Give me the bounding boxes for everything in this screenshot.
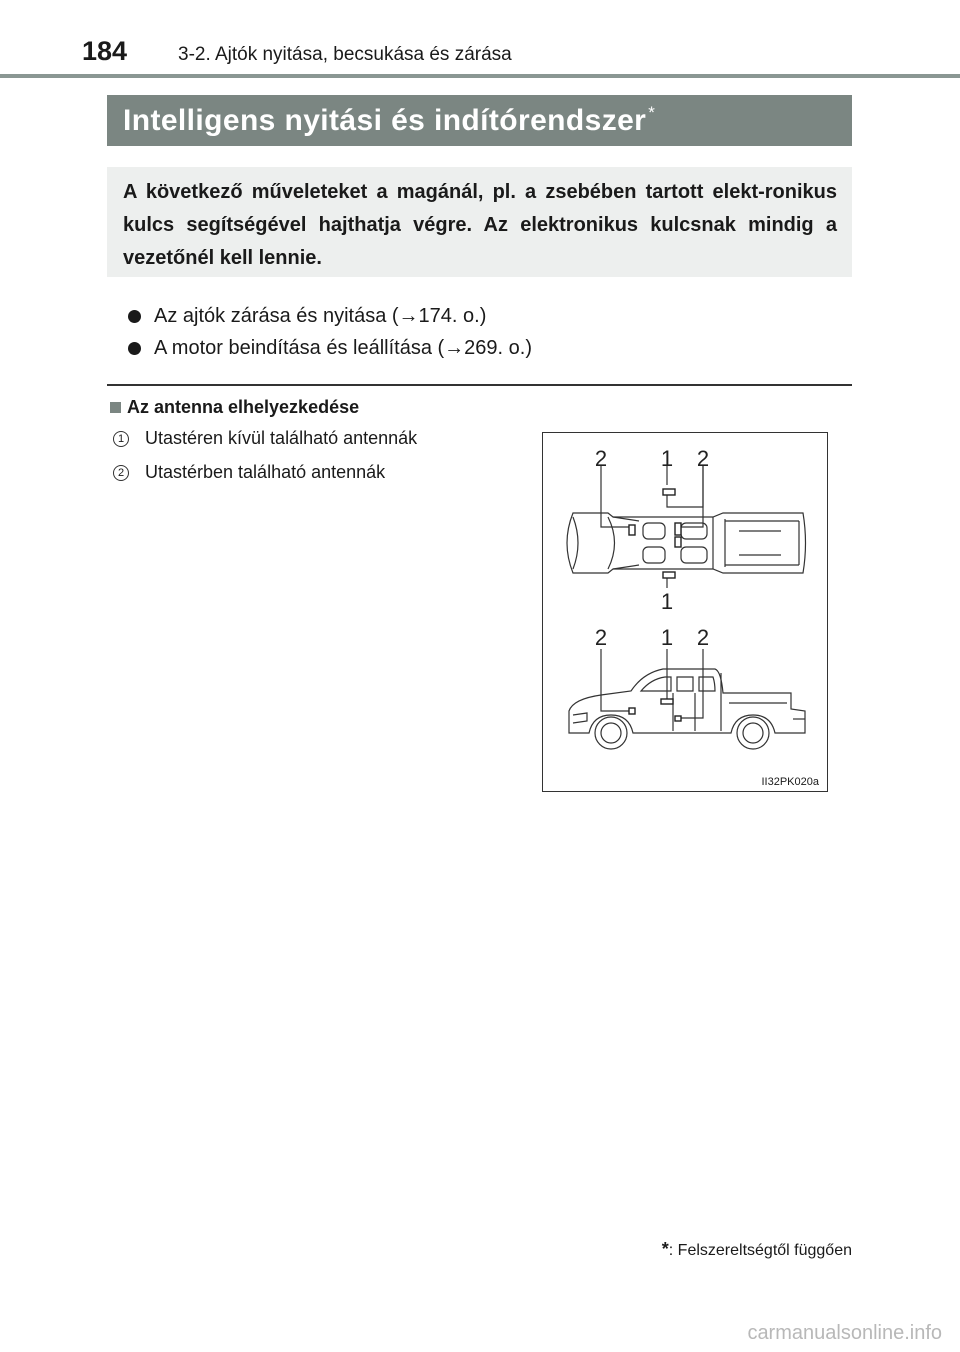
page-number: 184 bbox=[82, 36, 128, 66]
callout-2: 2 bbox=[696, 625, 710, 650]
bullet-dot-icon bbox=[128, 310, 141, 323]
legend-item bbox=[113, 462, 385, 483]
antenna-marker-icon bbox=[675, 716, 681, 721]
bullet-dot-icon bbox=[128, 342, 141, 355]
antenna-marker-icon bbox=[663, 572, 675, 578]
header-divider bbox=[0, 74, 960, 78]
intro-box bbox=[107, 167, 852, 277]
legend-number-badge: 2 bbox=[113, 465, 129, 481]
section-divider bbox=[107, 384, 852, 386]
antenna-marker-icon bbox=[661, 699, 673, 704]
bullet-text: A motor beindítása és leállítása (→269. o.) bbox=[154, 337, 532, 359]
vehicle-diagram bbox=[543, 433, 829, 793]
truck-top-view-icon bbox=[567, 513, 806, 573]
antenna-marker-icon bbox=[675, 537, 681, 547]
antenna-marker-icon bbox=[675, 523, 681, 535]
footnote bbox=[662, 1239, 852, 1260]
subsection-heading bbox=[110, 397, 359, 418]
callout-2: 2 bbox=[696, 446, 710, 471]
title-bar bbox=[107, 95, 852, 146]
figure-code: II32PK020a bbox=[761, 776, 819, 788]
footnote-text: : Felszereltségtől függően bbox=[668, 1242, 852, 1259]
callout-1: 1 bbox=[660, 446, 674, 471]
watermark: carmanualsonline.info bbox=[747, 1322, 942, 1344]
legend-text: Utastéren kívül található antennák bbox=[145, 428, 418, 448]
bullet-text: Az ajtók zárása és nyitása (→174. o.) bbox=[154, 305, 487, 327]
truck-side-view-icon bbox=[569, 669, 805, 749]
section-header: 3-2. Ajtók nyitása, becsukása és zárása bbox=[178, 44, 512, 65]
callout-1: 1 bbox=[660, 589, 674, 614]
legend-item bbox=[113, 428, 417, 449]
callout-2: 2 bbox=[594, 625, 608, 650]
page-title-text: Intelligens nyitási és indítórendszer bbox=[123, 104, 647, 137]
legend-number-badge: 1 bbox=[113, 431, 129, 447]
title-asterisk: * bbox=[648, 103, 656, 122]
callout-2: 2 bbox=[594, 446, 608, 471]
antenna-marker-icon bbox=[629, 708, 635, 714]
callout-1: 1 bbox=[660, 625, 674, 650]
antenna-marker-icon bbox=[629, 525, 635, 535]
square-bullet-icon bbox=[110, 402, 121, 413]
bullet-item bbox=[128, 337, 532, 360]
page-title bbox=[123, 103, 655, 138]
antenna-marker-icon bbox=[663, 489, 675, 495]
antenna-location-figure bbox=[542, 432, 828, 792]
footnote-asterisk: * bbox=[661, 1239, 669, 1259]
bullet-item bbox=[128, 305, 486, 328]
legend-text: Utastérben található antennák bbox=[145, 462, 386, 482]
intro-text: A következő műveleteket a magánál, pl. a zsebében tartott elekt-ronikus kulcs segítségével hajthatja végre. Az elektronikus kulcsnak mindig a vezetőnél kell lennie. bbox=[123, 181, 837, 269]
subsection-heading-text: Az antenna elhelyezkedése bbox=[127, 397, 360, 417]
